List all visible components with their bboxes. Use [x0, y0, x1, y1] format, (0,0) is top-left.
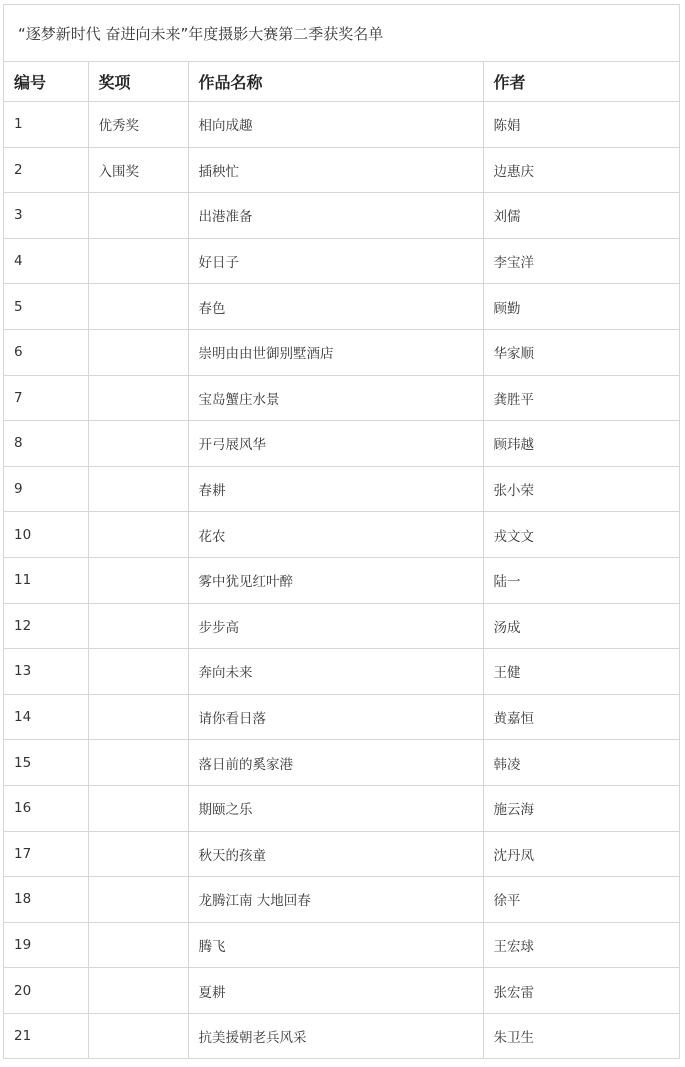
cell-work-title: 期颐之乐	[188, 785, 483, 831]
table-body	[4, 102, 679, 1059]
column-header-award: 奖项	[88, 62, 188, 102]
cell-award: 优秀奖	[88, 102, 188, 148]
cell-work-title: 夏耕	[188, 968, 483, 1014]
cell-work-title: 秋天的孩童	[188, 831, 483, 877]
cell-work-title: 请你看日落	[188, 694, 483, 740]
table-row	[4, 466, 679, 512]
table-row	[4, 968, 679, 1014]
cell-author: 朱卫生	[493, 1030, 534, 1047]
cell-work-title: 插秧忙	[188, 147, 483, 193]
cell-author: 徐平	[483, 877, 679, 923]
table-row	[4, 1013, 679, 1058]
header-row	[4, 62, 679, 102]
cell-number: 6	[4, 329, 88, 375]
cell-award	[88, 512, 188, 558]
cell-author: 王健	[483, 649, 679, 695]
cell-author: 陈娟	[483, 102, 679, 148]
table-row	[4, 512, 679, 558]
cell-author: 陆一	[483, 557, 679, 603]
cell-number: 20	[4, 968, 88, 1014]
cell-work-title: 开弓展风华	[188, 421, 483, 467]
cell-number: 2	[4, 147, 88, 193]
table-row	[4, 831, 679, 877]
cell-author: 沈丹凤	[483, 831, 679, 877]
cell-number: 4	[4, 238, 88, 284]
cell-number: 7	[4, 375, 88, 421]
cell-work-title: 好日子	[188, 238, 483, 284]
cell-work-title: 春耕	[188, 466, 483, 512]
award-table	[4, 62, 679, 1058]
table-row	[4, 649, 679, 695]
cell-work-title: 崇明由由世御别墅酒店	[188, 329, 483, 375]
cell-number: 16	[4, 785, 88, 831]
table-row	[4, 193, 679, 239]
award-list-sheet	[3, 4, 680, 1059]
table-row	[4, 740, 679, 786]
column-header-author: 作者	[483, 62, 679, 102]
cell-award	[88, 193, 188, 239]
cell-author: 刘儒	[483, 193, 679, 239]
table-row	[4, 785, 679, 831]
cell-number: 15	[4, 740, 88, 786]
table-row	[4, 375, 679, 421]
cell-work-title: 抗美援朝老兵风采	[188, 1013, 483, 1058]
cell-award	[88, 740, 188, 786]
cell-work-title: 宝岛蟹庄水景	[188, 375, 483, 421]
table-row	[4, 922, 679, 968]
cell-work-title: 春色	[188, 284, 483, 330]
cell-number: 14	[4, 694, 88, 740]
cell-number: 11	[4, 557, 88, 603]
cell-award	[88, 557, 188, 603]
cell-work-title: 龙腾江南 大地回春	[188, 877, 483, 923]
cell-number: 5	[4, 284, 88, 330]
cell-number: 18	[4, 877, 88, 923]
cell-award	[88, 649, 188, 695]
cell-award	[88, 922, 188, 968]
cell-work-title: 花农	[188, 512, 483, 558]
table-title-text: “逐梦新时代 奋进向未来”年度摄影大赛第二季获奖名单	[18, 24, 384, 43]
cell-award	[88, 375, 188, 421]
cell-author: 李宝洋	[483, 238, 679, 284]
cell-author: 顾玮越	[483, 421, 679, 467]
cell-author: 边惠庆	[483, 147, 679, 193]
cell-author: 王宏球	[483, 922, 679, 968]
column-header-number: 编号	[4, 62, 88, 102]
cell-award	[88, 694, 188, 740]
table-row	[4, 147, 679, 193]
cell-author: 张小荣	[483, 466, 679, 512]
cell-author: 龚胜平	[483, 375, 679, 421]
cell-award	[88, 785, 188, 831]
cell-work-title: 步步高	[188, 603, 483, 649]
table-row	[4, 603, 679, 649]
cell-work-title: 出港准备	[188, 193, 483, 239]
cell-award	[88, 1013, 188, 1058]
cell-award	[88, 284, 188, 330]
cell-author: 韩凌	[483, 740, 679, 786]
cell-work-title: 腾飞	[188, 922, 483, 968]
cell-author: 戎文文	[483, 512, 679, 558]
cell-author: 施云海	[483, 785, 679, 831]
cell-award	[88, 831, 188, 877]
cell-number: 3	[4, 193, 88, 239]
table-row	[4, 329, 679, 375]
cell-number: 21	[4, 1013, 88, 1058]
cell-work-title: 相向成趣	[188, 102, 483, 148]
table-row	[4, 284, 679, 330]
cell-award	[88, 968, 188, 1014]
table-title	[4, 5, 679, 62]
cell-award	[88, 329, 188, 375]
cell-work-title: 落日前的奚家港	[188, 740, 483, 786]
cell-author: 顾勤	[483, 284, 679, 330]
cell-award: 入围奖	[88, 147, 188, 193]
table-row	[4, 694, 679, 740]
table-row	[4, 238, 679, 284]
cell-number: 19	[4, 922, 88, 968]
table-row	[4, 421, 679, 467]
table-row	[4, 877, 679, 923]
cell-number: 13	[4, 649, 88, 695]
cell-author: 华家顺	[483, 329, 679, 375]
cell-number: 12	[4, 603, 88, 649]
cell-number: 10	[4, 512, 88, 558]
cell-number: 17	[4, 831, 88, 877]
cell-number: 8	[4, 421, 88, 467]
table-row	[4, 557, 679, 603]
cell-author: 汤成	[483, 603, 679, 649]
column-header-work-title: 作品名称	[188, 62, 483, 102]
cell-award	[88, 603, 188, 649]
cell-award	[88, 238, 188, 284]
cell-award	[88, 877, 188, 923]
cell-award	[88, 466, 188, 512]
cell-number: 9	[4, 466, 88, 512]
cell-number: 1	[4, 102, 88, 148]
cell-author: 张宏雷	[483, 968, 679, 1014]
cell-award	[88, 421, 188, 467]
cell-work-title: 奔向未来	[188, 649, 483, 695]
cell-author: 黄嘉恒	[483, 694, 679, 740]
cell-work-title: 雾中犹见红叶醉	[188, 557, 483, 603]
table-row	[4, 102, 679, 148]
